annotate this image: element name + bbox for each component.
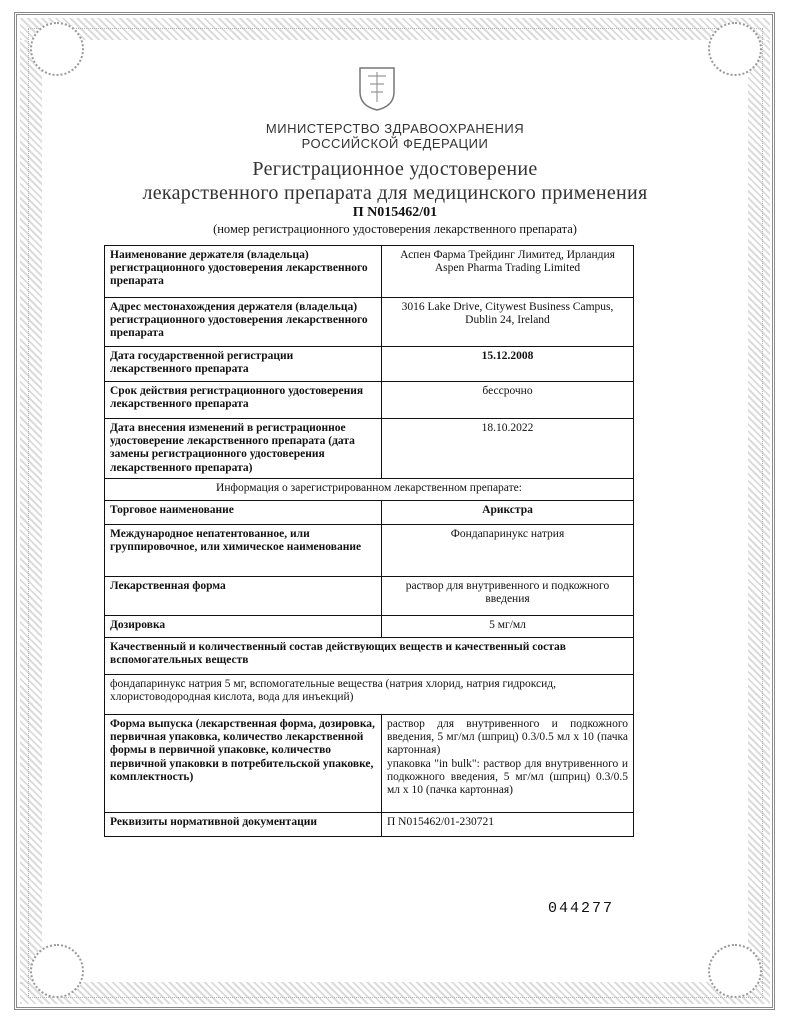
info-section-header: Информация о зарегистрированном лекарственном препарате: [105, 479, 634, 501]
inn-value: Фондапаринукс натрия [382, 525, 634, 577]
ministry-name-line1: МИНИСТЕРСТВО ЗДРАВООХРАНЕНИЯ [265, 121, 525, 136]
table-row [105, 479, 634, 501]
reg-date-label: Дата государственной регистрации лекарственного препарата [105, 347, 382, 382]
table-row [105, 419, 634, 479]
registration-table [104, 245, 634, 837]
composition-value: фондапаринукс натрия 5 мг, вспомогательные вещества (натрия хлорид, натрия гидроксид, хлористоводородная кислота, вода для инъекций) [105, 675, 634, 715]
table-row [105, 501, 634, 525]
spec-docs-value: П N015462/01-230721 [382, 813, 634, 837]
validity-label: Срок действия регистрационного удостоверения лекарственного препарата [105, 382, 382, 419]
corner-ornament-icon [708, 944, 762, 998]
registration-number: П N015462/01 [352, 205, 438, 220]
release-form-value-2: упаковка "in bulk": раствор для внутривенного и подкожного введения, 5 мг/мл (шприц) 0.3/0.5 мл x 10 (пачка картонная) [387, 757, 628, 797]
reg-date-value: 15.12.2008 [382, 347, 634, 382]
address-value [382, 298, 634, 347]
table-row [105, 525, 634, 577]
composition-header: Качественный и количественный состав действующих веществ и качественный состав вспомогательных веществ [105, 638, 634, 675]
changes-value: 18.10.2022 [382, 419, 634, 479]
release-form-label: Форма выпуска (лекарственная форма, дозировка, первичная упаковка, количество лекарственной формы в первичной упаковке, количество первичной упаковки в потребительской упаковке, комплектность) [105, 715, 382, 813]
address-label: Адрес местонахождения держателя (владельца) регистрационного удостоверения лекарственного препарата [105, 298, 382, 347]
table-row [105, 577, 634, 616]
trade-name-value: Арикстра [382, 501, 634, 525]
dosage-form-value: раствор для внутривенного и подкожного введения [382, 577, 634, 616]
holder-value [382, 246, 634, 298]
table-row [105, 298, 634, 347]
validity-value: бессрочно [382, 382, 634, 419]
coat-of-arms-icon [356, 62, 398, 112]
table-row [105, 382, 634, 419]
trade-name-label: Торговое наименование [105, 501, 382, 525]
document-title-line1: Регистрационное удостоверение [252, 158, 538, 180]
release-form-value-1: раствор для внутривенного и подкожного введения, 5 мг/мл (шприц) 0.3/0.5 мл x 10 (пачка картонная) [387, 718, 628, 757]
corner-ornament-icon [708, 22, 762, 76]
address-line2: Dublin 24, Ireland [465, 314, 550, 327]
corner-ornament-icon [30, 944, 84, 998]
table-row [105, 246, 634, 298]
holder-value-en: Aspen Pharma Trading Limited [434, 262, 581, 275]
changes-label: Дата внесения изменений в регистрационное удостоверение лекарственного препарата (дата замены регистрационного удостоверения лекарственного препарата) [105, 419, 382, 479]
spec-docs-label: Реквизиты нормативной документации [105, 813, 382, 837]
registration-number-note: (номер регистрационного удостоверения лекарственного препарата) [213, 222, 577, 236]
inn-label: Международное непатентованное, или группировочное, или химическое наименование [105, 525, 382, 577]
release-form-value [382, 715, 634, 813]
table-row [105, 675, 634, 715]
document-title-line2: лекарственного препарата для медицинского применения [142, 182, 648, 204]
table-row [105, 347, 634, 382]
corner-ornament-icon [30, 22, 84, 76]
table-row [105, 616, 634, 638]
address-line1: 3016 Lake Drive, Citywest Business Campus, [401, 301, 614, 313]
dose-value: 5 мг/мл [382, 616, 634, 638]
holder-value-ru: Аспен Фарма Трейдинг Лимитед, Ирландия [400, 249, 615, 261]
form-serial-number: 044277 [548, 900, 615, 917]
ministry-name-line2: РОССИЙСКОЙ ФЕДЕРАЦИИ [301, 136, 489, 151]
table-row [105, 715, 634, 813]
table-row [105, 813, 634, 837]
dosage-form-label: Лекарственная форма [105, 577, 382, 616]
table-row [105, 638, 634, 675]
holder-label: Наименование держателя (владельца) регистрационного удостоверения лекарственного препарата [105, 246, 382, 298]
dose-label: Дозировка [105, 616, 382, 638]
